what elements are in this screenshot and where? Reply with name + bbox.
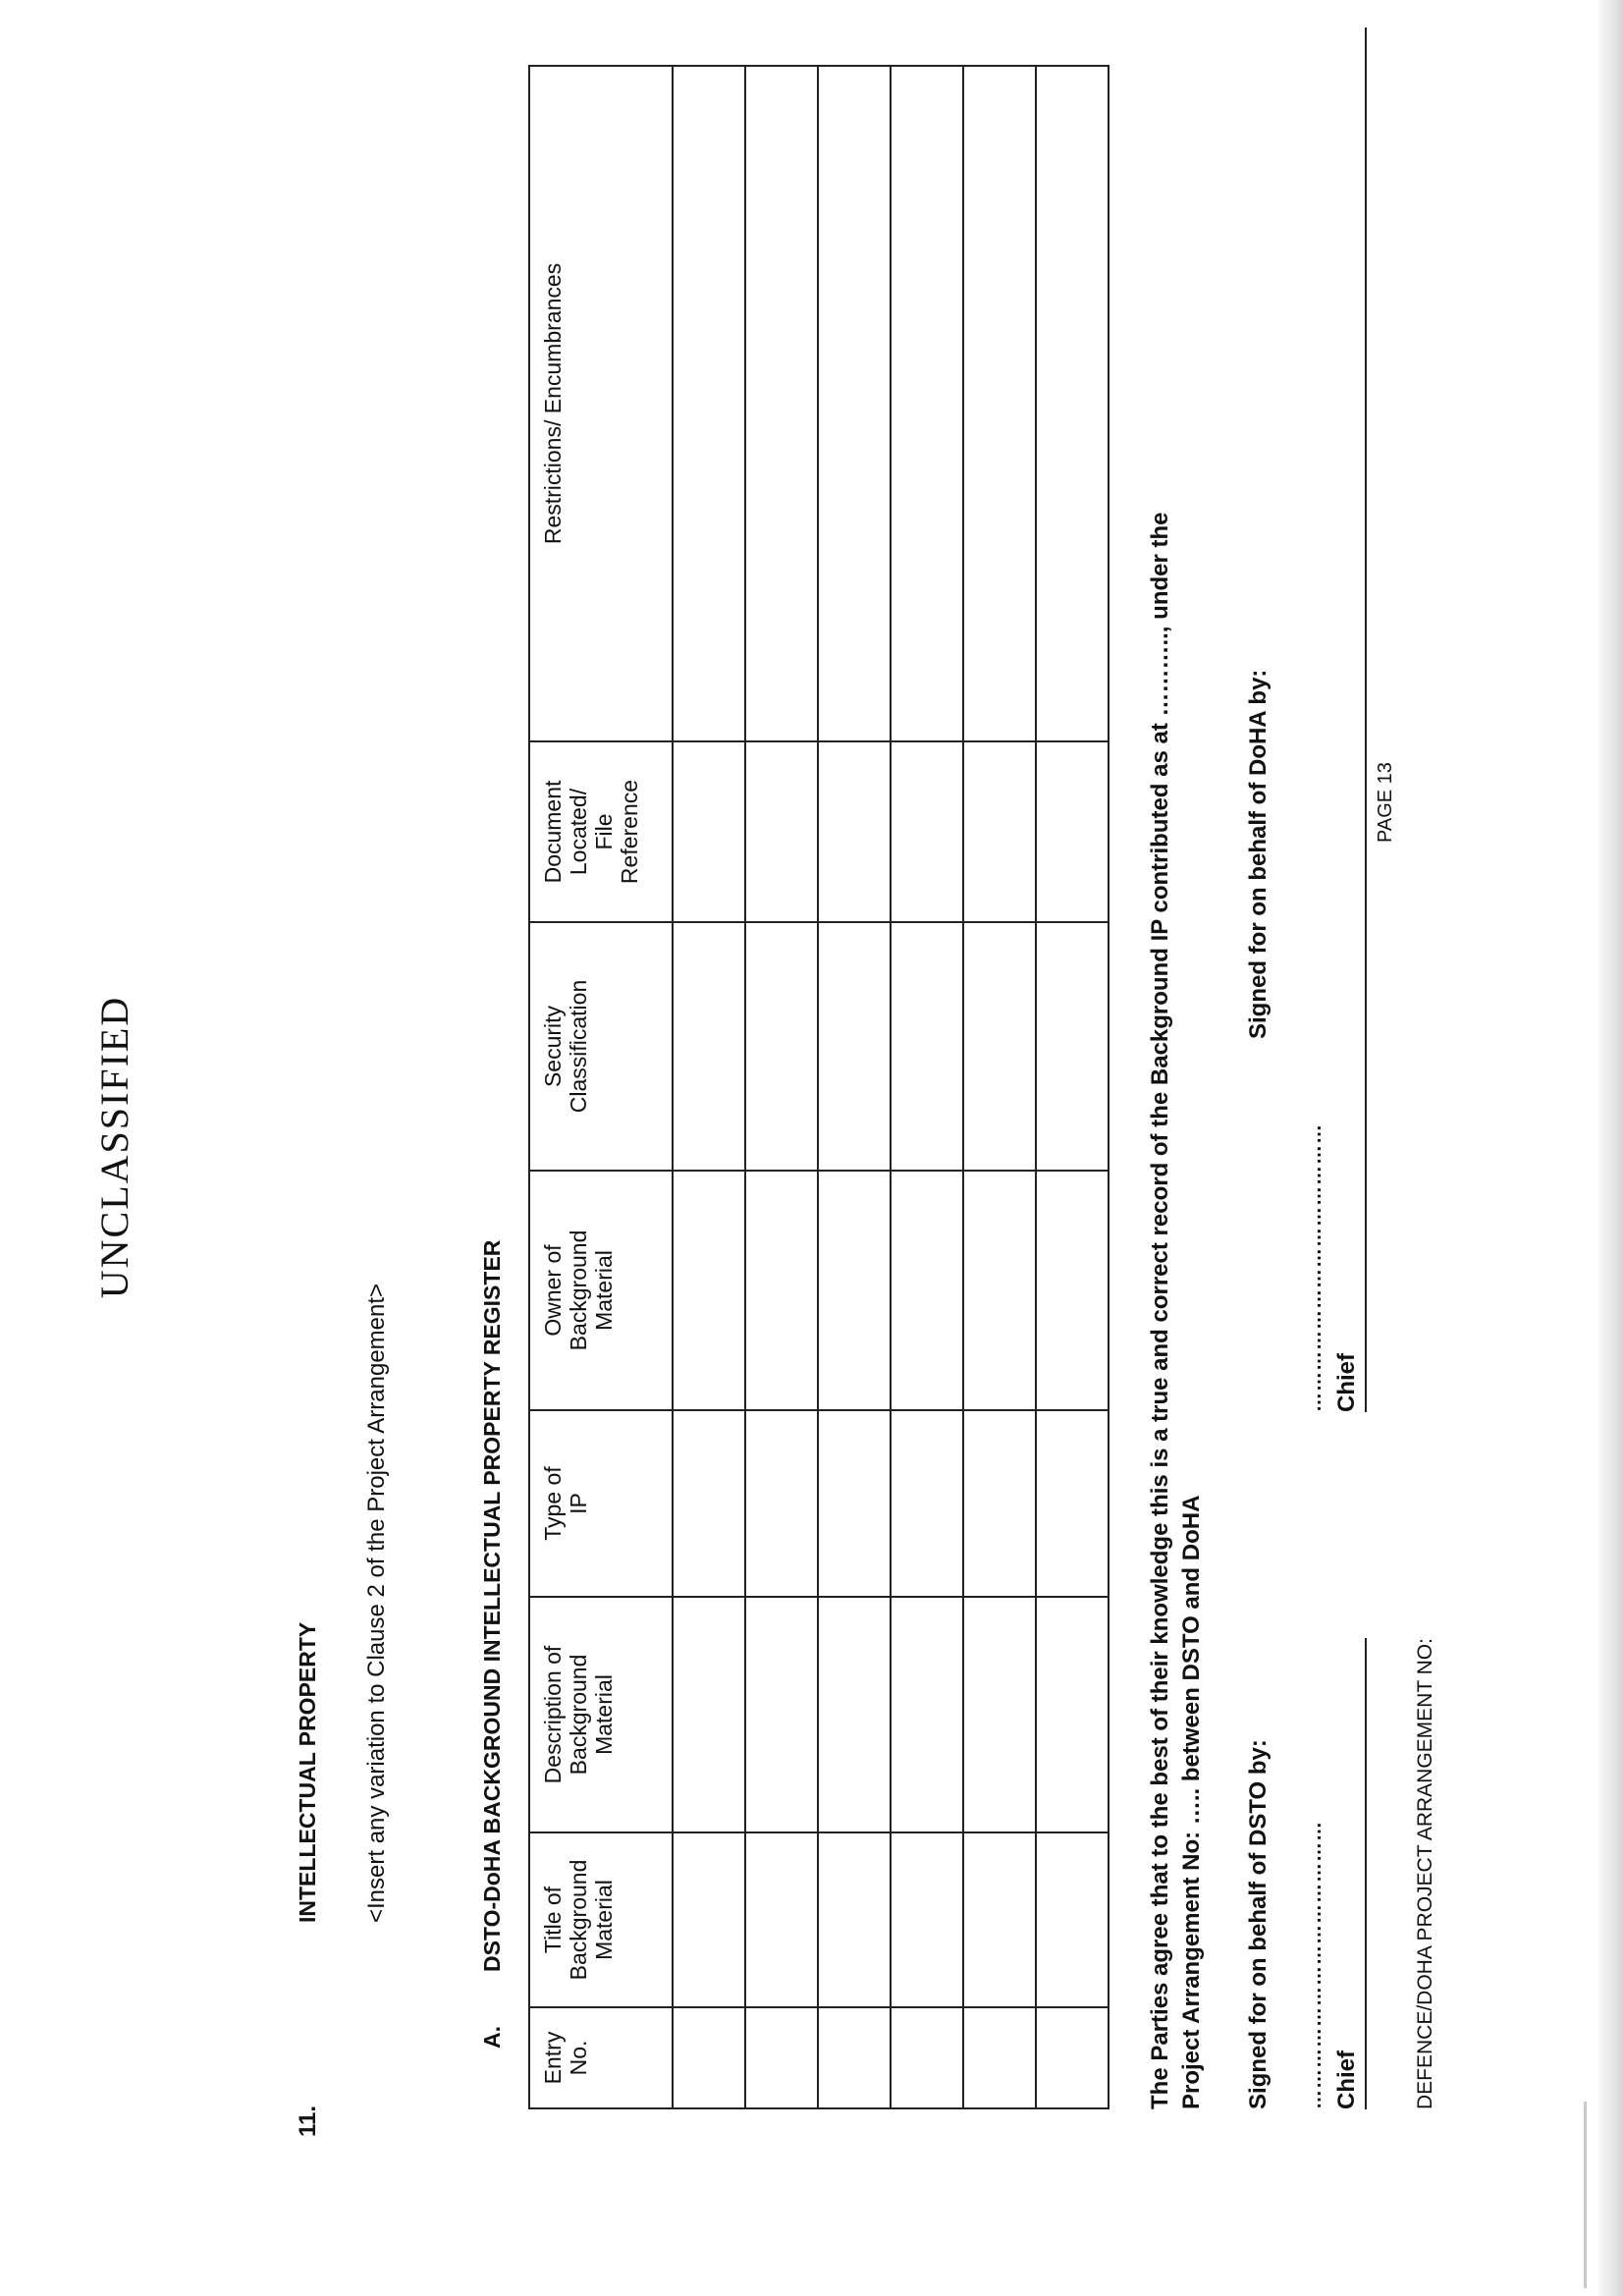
table-cell[interactable] bbox=[673, 922, 745, 1171]
column-header-line: Type of bbox=[540, 1466, 566, 1541]
column-header-line: Restrictions/ Encumbrances bbox=[540, 262, 566, 545]
column-header bbox=[529, 1597, 673, 1832]
register-title: DSTO-DoHA BACKGROUND INTELLECTUAL PROPERTY REGISTER bbox=[479, 1239, 505, 1972]
table-cell[interactable] bbox=[1036, 1597, 1109, 1832]
table-cell[interactable] bbox=[891, 922, 963, 1171]
signature-rule-right bbox=[1365, 27, 1367, 1412]
column-header bbox=[529, 1410, 673, 1597]
table-cell[interactable] bbox=[745, 741, 818, 922]
table-cell[interactable] bbox=[673, 1171, 745, 1410]
table-cell[interactable] bbox=[1036, 66, 1109, 741]
table-cell[interactable] bbox=[818, 2007, 891, 2108]
table-cell[interactable] bbox=[963, 1597, 1036, 1832]
table-cell[interactable] bbox=[745, 1410, 818, 1597]
table-cell[interactable] bbox=[818, 922, 891, 1171]
table-cell[interactable] bbox=[963, 1410, 1036, 1597]
column-header-line: IP bbox=[566, 1493, 591, 1514]
column-header-line: Material bbox=[591, 1880, 617, 1960]
table-row bbox=[673, 66, 745, 2108]
table-row bbox=[963, 66, 1036, 2108]
column-header-line: Description of bbox=[540, 1645, 566, 1784]
dsto-signature-label: Signed for on behalf of DSTO by: bbox=[1245, 1739, 1271, 2109]
table-row bbox=[745, 66, 818, 2108]
table-cell[interactable] bbox=[673, 741, 745, 922]
table-cell[interactable] bbox=[1036, 1171, 1109, 1410]
table-cell[interactable] bbox=[891, 1832, 963, 2007]
table-cell[interactable] bbox=[818, 1832, 891, 2007]
column-header-line: Background bbox=[566, 1654, 591, 1776]
table-cell[interactable] bbox=[818, 1171, 891, 1410]
table-cell[interactable] bbox=[1036, 922, 1109, 1171]
table-row bbox=[1036, 66, 1109, 2108]
table-body bbox=[673, 66, 1109, 2108]
table-cell[interactable] bbox=[1036, 1410, 1109, 1597]
dsto-signature-line[interactable]: …………………………………… bbox=[1304, 1821, 1325, 2109]
table-row bbox=[818, 66, 891, 2108]
table-cell[interactable] bbox=[745, 922, 818, 1171]
table-cell[interactable] bbox=[673, 1832, 745, 2007]
table-cell[interactable] bbox=[963, 741, 1036, 922]
ip-register-table bbox=[528, 65, 1109, 2109]
column-header-line: Background bbox=[566, 1230, 591, 1351]
table-cell[interactable] bbox=[963, 1832, 1036, 2007]
column-header bbox=[529, 1171, 673, 1410]
classification-header: UNCLASSIFIED bbox=[92, 995, 136, 1299]
table-cell[interactable] bbox=[745, 66, 818, 741]
table-cell[interactable] bbox=[891, 2007, 963, 2108]
table-cell[interactable] bbox=[891, 1410, 963, 1597]
table-cell[interactable] bbox=[891, 741, 963, 922]
table-cell[interactable] bbox=[673, 2007, 745, 2108]
column-header bbox=[529, 1832, 673, 2007]
column-header-line: Reference bbox=[617, 779, 642, 885]
column-header-line: Entry bbox=[540, 2031, 566, 2085]
footer-arrangement: DEFENCE/DOHA PROJECT ARRANGEMENT NO: bbox=[1414, 1638, 1436, 2109]
table-cell[interactable] bbox=[818, 1410, 891, 1597]
column-header-line: Classification bbox=[566, 979, 591, 1114]
column-header-line: No. bbox=[566, 2040, 591, 2076]
column-header-line: Background bbox=[566, 1859, 591, 1981]
table-cell[interactable] bbox=[891, 1597, 963, 1832]
footer-page-number: PAGE 13 bbox=[1375, 762, 1396, 843]
agreement-statement bbox=[1145, 47, 1208, 2109]
column-header bbox=[529, 2007, 673, 2108]
section-note: <Insert any variation to Clause 2 of the Project Arrangement> bbox=[363, 1283, 390, 1923]
table-cell[interactable] bbox=[891, 1171, 963, 1410]
agreement-line-1: The Parties agree that to the best of their knowledge this is a true and correct record of the Background IP contributed as at ……….., under the bbox=[1147, 512, 1173, 2109]
table-cell[interactable] bbox=[673, 1597, 745, 1832]
table-cell[interactable] bbox=[963, 1171, 1036, 1410]
signature-rule-left bbox=[1365, 1638, 1367, 2109]
column-header-line: Material bbox=[591, 1674, 617, 1755]
column-header-line: Document bbox=[540, 780, 566, 884]
table-header-row bbox=[529, 66, 673, 2108]
table-cell[interactable] bbox=[673, 1410, 745, 1597]
section-title: INTELLECTUAL PROPERTY bbox=[295, 1621, 320, 1923]
column-header bbox=[529, 741, 673, 922]
table-cell[interactable] bbox=[891, 66, 963, 741]
column-header bbox=[529, 66, 673, 741]
column-header-line: Title of bbox=[540, 1886, 566, 1954]
table-cell[interactable] bbox=[1036, 741, 1109, 922]
column-header-line: Located/ bbox=[566, 788, 591, 876]
doha-signatory-title: Chief bbox=[1333, 1353, 1360, 1412]
doha-signature-label: Signed for on behalf of DoHA by: bbox=[1245, 669, 1271, 1039]
table-cell[interactable] bbox=[745, 1171, 818, 1410]
column-header-line: Owner of bbox=[540, 1244, 566, 1337]
column-header-line: Security bbox=[540, 1005, 566, 1088]
column-header-line: File bbox=[591, 813, 617, 850]
table-cell[interactable] bbox=[1036, 2007, 1109, 2108]
column-header bbox=[529, 922, 673, 1171]
subsection-letter: A. bbox=[479, 2026, 505, 2049]
table-cell[interactable] bbox=[745, 2007, 818, 2108]
table-cell[interactable] bbox=[963, 922, 1036, 1171]
table-row bbox=[891, 66, 963, 2108]
table-cell[interactable] bbox=[745, 1597, 818, 1832]
agreement-line-2: Project Arrangement No: ….. between DSTO and DoHA bbox=[1178, 1495, 1205, 2109]
table-cell[interactable] bbox=[963, 2007, 1036, 2108]
table-cell[interactable] bbox=[963, 66, 1036, 741]
column-header-line: Material bbox=[591, 1250, 617, 1331]
section-number: 11. bbox=[295, 2105, 321, 2137]
table-cell[interactable] bbox=[818, 66, 891, 741]
table-cell[interactable] bbox=[818, 1597, 891, 1832]
table-cell[interactable] bbox=[1036, 1832, 1109, 2007]
table-cell[interactable] bbox=[673, 66, 745, 741]
doha-signature-line[interactable]: …………………………………… bbox=[1304, 1123, 1325, 1412]
table-cell[interactable] bbox=[745, 1832, 818, 2007]
dsto-signatory-title: Chief bbox=[1333, 2050, 1360, 2109]
table-cell[interactable] bbox=[818, 741, 891, 922]
